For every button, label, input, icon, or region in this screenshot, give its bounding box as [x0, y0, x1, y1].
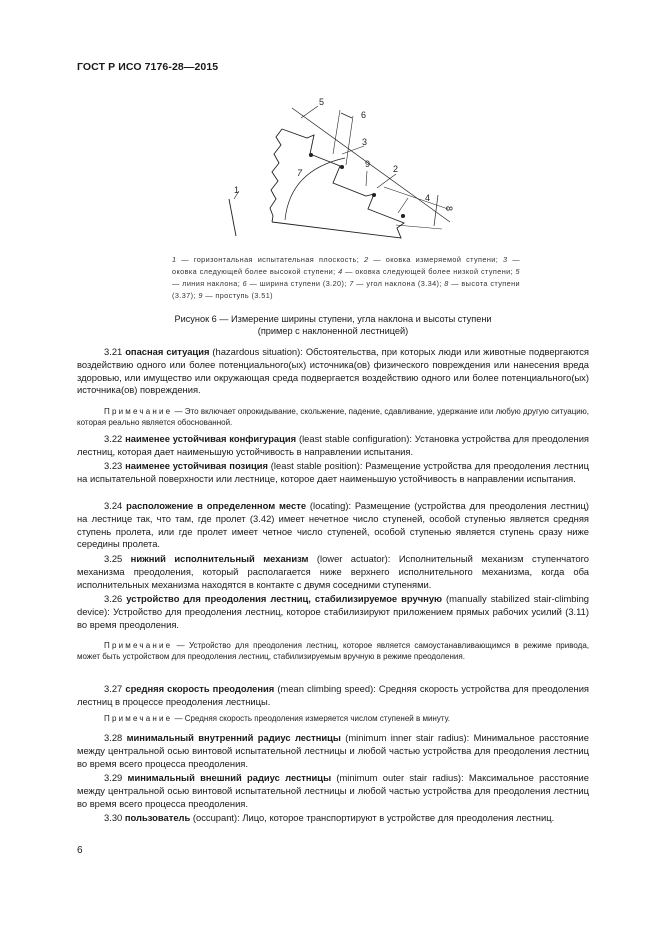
document-header: ГОСТ Р ИСО 7176-28—2015 [77, 61, 219, 73]
label-8: 8 [444, 206, 454, 212]
label-9: 9 [365, 159, 371, 169]
section-3-25: 3.25 нижний исполнительный механизм (lower actuator): Исполнительный механизм ступенчатого механизма преодоления, который располагается ниже верхнего исполнительного механизма, когда оба исполнительных механизма находятся в контакте с двумя соседними ступенями. [77, 553, 590, 590]
stair-profile [272, 129, 404, 238]
label-1: 1 [234, 185, 240, 195]
test-plane-line [229, 199, 236, 236]
section-3-29: 3.29 минимальный внешний радиус лестницы (minimum outer stair radius): Максимальное расстояние между центральной осью винтовой испытательной лестницы и любой частью устройства для преодоления лестниц во время всего процесса преодоления. [77, 772, 590, 809]
label-7: 7 [297, 168, 303, 178]
label-3: 3 [362, 137, 368, 147]
figure-legend: 1 — горизонтальная испытательная плоскость; 2 — оковка измеряемой ступени; 3 — оковка следующей более высокой ступени; 4 — оковка следующей более низкой ступени; 5 — линия наклона; 6 — ширина ступени (3.20); 7 — угол наклона (3.34); 8 — высота ступени (3.37); 9 — проступь (3.51) [172, 255, 521, 300]
stair-diagram [212, 88, 474, 240]
section-3-23: 3.23 наименее устойчивая позиция (least stable position): Размещение устройства для преодоления лестниц на испытательной поверхности или лестнице, которое дает наименьшую устойчивость в направлении испытания. [77, 460, 589, 484]
figure-caption: Рисунок 6 — Измерение ширины ступени, угла наклона и высоты ступени (пример с наклоненной лестницей) [174, 314, 492, 336]
section-3-22: 3.22 наименее устойчивая конфигурация (least stable configuration): Установка устройства для преодоления лестниц, которая дает наименьшую устойчивость в направлении испытания. [77, 433, 590, 457]
label-5: 5 [319, 97, 325, 107]
slope-line [292, 108, 450, 222]
label-4: 4 [425, 193, 431, 203]
section-3-21: 3.21 опасная ситуация (hazardous situation): Обстоятельства, при которых люди или животные подвергаются воздействию одного или более потенциального(ых) источника(ов) физического повреждения или нанесения вреда здоровью, или имущество или окружающая среда подвергается воздействию одного или более потенциального(ых) источника(ов) повреждения. [77, 346, 589, 396]
note-3-21: Примечание — Это включает опрокидывание, скольжение, падение, сдавливание, удержание или любую другую ситуацию, которая реально является обоснованной. [77, 407, 589, 428]
note-3-27: Примечание — Средняя скорость преодоления измеряется числом ступеней в минуту. [104, 714, 451, 723]
label-6: 6 [361, 110, 367, 120]
page-number: 6 [77, 845, 83, 856]
section-3-30: 3.30 пользователь (occupant): Лицо, которое транспортируют в устройстве для преодоления лестниц. [104, 812, 555, 823]
section-3-24: 3.24 расположение в определенном месте (locating): Размещение (устройства для преодоления лестниц) на лестнице так, что там, где пролет (3.42) имеет нечетное число ступеней, особой ступенью является средняя ступень пролета, или где пролет имеет четное число ступеней, особой ступенью является ступень сразу ниже середины пролета. [77, 500, 590, 550]
label-2: 2 [393, 164, 399, 174]
section-3-28: 3.28 минимальный внутренний радиус лестницы (minimum inner stair radius): Минимальное расстояние между центральной осью винтовой испытательной лестницы и любой частью устройства для преодоления лестниц во время всего процесса преодоления. [77, 732, 589, 769]
section-3-26: 3.26 устройство для преодоления лестниц, стабилизируемое вручную (manually stabilized stair-climbing device): Устройство для преодоления лестниц, которое стабилизируют приложением прямых рабочих усилий (3.11) во время преодоления. [77, 593, 589, 630]
note-3-26: Примечание — Устройство для преодоления лестниц, которое является самоустанавливающимся в режиме привода, может быть устройством для преодоления лестниц, стабилизируемым вручную в режиме преодоления. [77, 641, 589, 662]
section-3-27: 3.27 средняя скорость преодоления (mean climbing speed): Средняя скорость устройства для преодоления лестниц в процессе преодоления лестницы. [77, 683, 590, 707]
torn-edge [270, 129, 282, 222]
